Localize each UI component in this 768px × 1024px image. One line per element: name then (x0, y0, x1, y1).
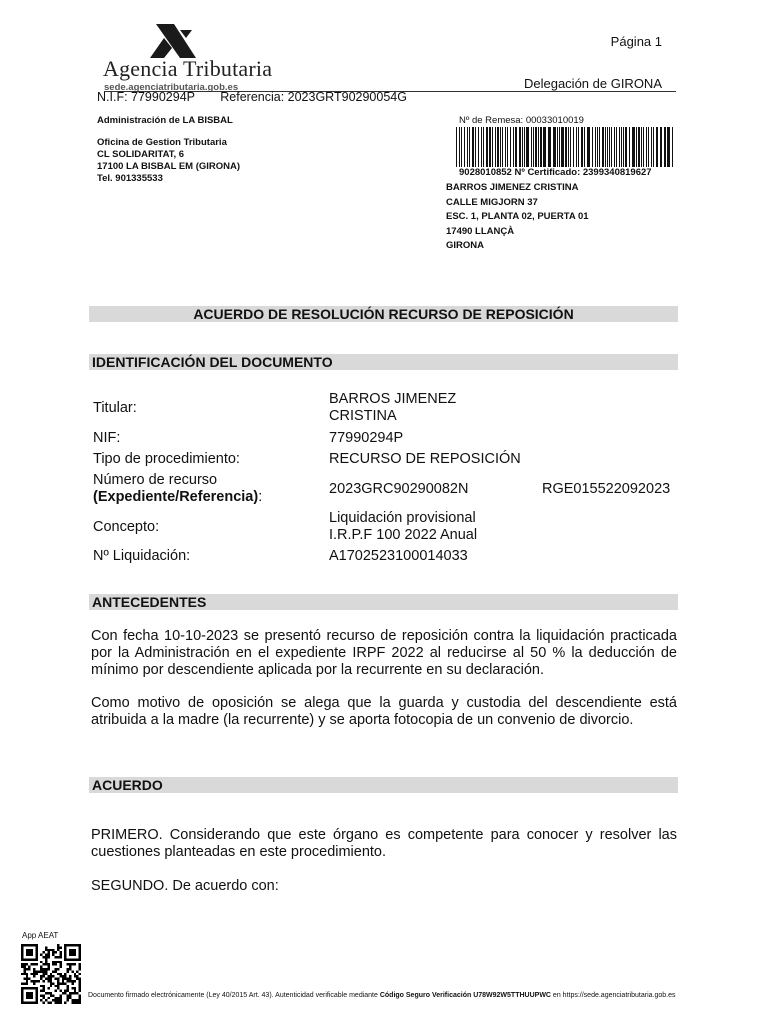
tipo-label: Tipo de procedimiento: (93, 451, 240, 467)
app-aeat-label: App AEAT (22, 931, 59, 940)
ident-row-numero (89, 470, 679, 508)
logo-name: Agencia Tributaria (103, 56, 273, 81)
nif-value: 77990294P (329, 430, 404, 446)
acuerdo-segundo: SEGUNDO. De acuerdo con: (91, 878, 279, 894)
recipient-line: CALLE MIGJORN 37 (446, 196, 538, 208)
referencia-label: Referencia: 2023GRT90290054G (220, 90, 407, 104)
ident-row-nif (89, 428, 679, 449)
antecedentes-paragraph-1: Con fecha 10-10-2023 se presentó recurso de reposición contra la liquidación practicada por la Administración en el expediente IRPF 2022 al reducirse al 50 % la deducción de mínimo por descendiente aplicada por la recurrente en su declaración. (91, 628, 677, 678)
expediente-value: 2023GRC90290082N (329, 480, 469, 497)
concepto-label: Concepto: (93, 518, 160, 535)
ident-row-titular (89, 388, 679, 428)
liquidacion-value: A1702523100014033 (329, 548, 468, 564)
referencia-value: RGE015522092023 (542, 480, 671, 497)
liquidacion-label: Nº Liquidación: (93, 548, 191, 564)
recipient-line: 17490 LLANÇÀ (446, 225, 515, 237)
barcode-text: 9028010852 Nº Certificado: 2399340819627 (459, 167, 652, 178)
agencia-tributaria-logo-mark (150, 24, 198, 58)
ident-heading: IDENTIFICACIÓN DEL DOCUMENTO (89, 354, 678, 370)
document-title: ACUERDO DE RESOLUCIÓN RECURSO DE REPOSICIÓN (89, 306, 678, 322)
office-address-2: 17100 LA BISBAL EM (GIRONA) (97, 161, 241, 172)
office-address-1: CL SOLIDARITAT, 6 (97, 149, 185, 160)
antecedentes-heading: ANTECEDENTES (89, 594, 678, 610)
acuerdo-heading: ACUERDO (89, 777, 678, 793)
administracion: Administración de LA BISBAL (97, 115, 233, 126)
antecedentes-paragraph-2: Como motivo de oposición se alega que la guarda y custodia del descendiente está atribuida a la madre (la recurrente) y se aporta fotocopia de un convenio de divorcio. (91, 695, 677, 728)
recipient-line: BARROS JIMENEZ CRISTINA (446, 182, 579, 193)
concepto-value: Liquidación provisional I.R.P.F 100 2022 Anual (329, 510, 478, 543)
tipo-value: RECURSO DE REPOSICIÓN (329, 451, 521, 467)
recipient-line: ESC. 1, PLANTA 02, PUERTA 01 (446, 211, 589, 222)
office-block (97, 115, 240, 185)
oficina: Oficina de Gestion Tributaria (97, 137, 227, 148)
nif-reference-line (97, 90, 407, 104)
titular-value: BARROS JIMENEZ CRISTINA (329, 391, 457, 424)
ident-row-concepto (89, 508, 679, 546)
recipient-line: GIRONA (446, 240, 484, 251)
nif-label: N.I.F: 77990294P (97, 90, 195, 104)
delegacion: Delegación de GIRONA (523, 76, 662, 91)
remesa-label: Nº de Remesa: 00033010019 (459, 115, 584, 126)
acuerdo-primero: PRIMERO. Considerando que este órgano es competente para conocer y resolver las cuestiones planteadas en este procedimiento. (91, 827, 677, 860)
logo-url: sede.agenciatributaria.gob.es (104, 82, 239, 93)
office-tel: Tel. 901335533 (97, 173, 163, 184)
qr-code (21, 944, 81, 1004)
titular-label: Titular: (93, 399, 137, 416)
ident-row-liquidacion (89, 546, 679, 567)
numero-label: Número de recurso (Expediente/Referencia): (93, 472, 263, 505)
nif-label: NIF: (93, 430, 121, 446)
page-number: Página 1 (610, 34, 662, 49)
ident-table (89, 388, 679, 567)
footer-verification: Documento firmado electrónicamente (Ley 40/2015 Art. 43). Autenticidad verificable mediante Código Seguro Verificación U78W92W5TTHUUPWC en https://sede.agenciatributaria.gob.es (88, 992, 676, 999)
barcode (456, 127, 676, 167)
recipient-address (446, 181, 589, 254)
ident-row-tipo (89, 449, 679, 470)
